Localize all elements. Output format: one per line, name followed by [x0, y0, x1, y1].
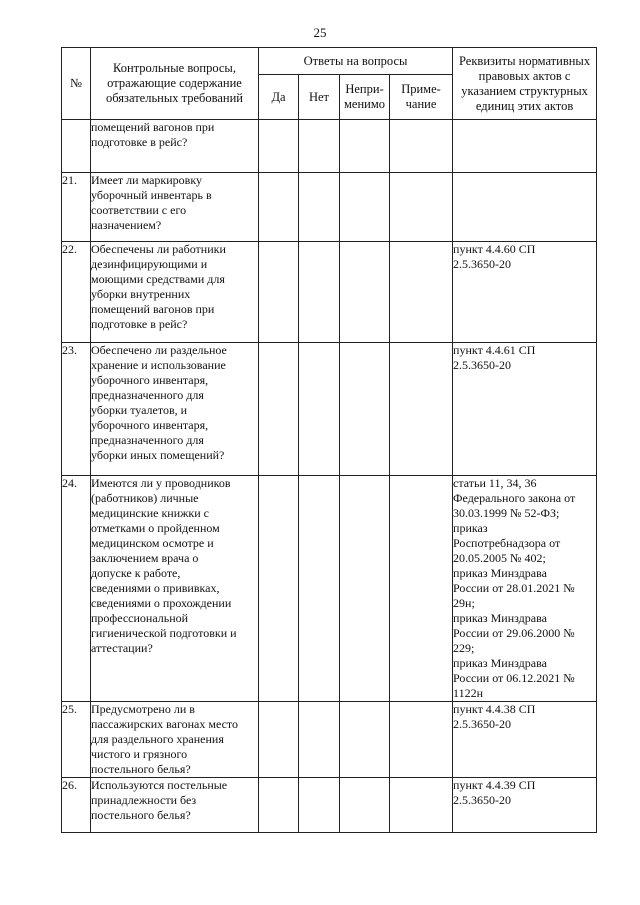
question-line: аттестации? — [91, 641, 153, 655]
answer-yes-cell — [259, 476, 299, 702]
question-line: уборки внутренних — [91, 287, 191, 301]
question-line: для раздельного хранения — [91, 732, 224, 746]
requisites-line: 2.5.3650-20 — [453, 257, 512, 271]
answer-no-cell — [299, 476, 340, 702]
row-requisites — [453, 173, 597, 242]
question-line: хранение и использование — [91, 358, 226, 372]
header-answer-note-line: Приме- — [401, 82, 441, 96]
requisites-line: России от 29.06.2000 № — [453, 626, 575, 640]
question-line: принадлежности без — [91, 793, 197, 807]
question-line: помещений вагонов при — [91, 302, 215, 316]
question-line: предназначенного для — [91, 388, 204, 402]
answer-yes-cell — [259, 120, 299, 173]
question-line: Имеет ли маркировку — [91, 173, 202, 187]
header-question-line: Контрольные вопросы, — [113, 61, 236, 75]
header-answer-no: Нет — [299, 75, 340, 120]
requisites-line: 2.5.3650-20 — [453, 793, 512, 807]
answer-no-cell — [299, 702, 340, 778]
checklist-table — [61, 47, 597, 833]
question-line: постельного белья? — [91, 808, 191, 822]
row-requisites — [453, 476, 597, 702]
answer-na-cell — [340, 702, 390, 778]
row-requisites — [453, 343, 597, 476]
row-question — [91, 702, 259, 778]
answer-note-cell — [390, 476, 453, 702]
row-requisites — [453, 778, 597, 833]
answer-na-cell — [340, 778, 390, 833]
requisites-line: пункт 4.4.61 СП — [453, 343, 536, 357]
answer-yes-cell — [259, 778, 299, 833]
question-line: допуске к работе, — [91, 566, 181, 580]
requisites-line: пункт 4.4.39 СП — [453, 778, 536, 792]
question-line: постельного белья? — [91, 762, 191, 776]
page-number: 25 — [313, 25, 327, 40]
question-line: (работников) личные — [91, 491, 199, 505]
table-row — [62, 476, 597, 702]
requisites-line: 2.5.3650-20 — [453, 358, 512, 372]
row-number — [62, 120, 91, 173]
question-line: соответствии с его — [91, 203, 187, 217]
row-question — [91, 476, 259, 702]
header-answer-na-line: Непри- — [345, 82, 384, 96]
row-question — [91, 343, 259, 476]
question-line: Имеются ли у проводников — [91, 476, 231, 490]
header-answer-na-line: менимо — [344, 97, 385, 111]
answer-note-cell — [390, 343, 453, 476]
question-line: сведениями о прививках, — [91, 581, 220, 595]
header-answer-note — [390, 75, 453, 120]
header-requisites — [453, 48, 597, 120]
header-number: № — [62, 48, 91, 120]
requisites-line: 229; — [453, 641, 475, 655]
row-number: 24. — [62, 476, 91, 702]
question-line: уборочный инвентарь в — [91, 188, 212, 202]
table-row — [62, 173, 597, 242]
question-line: уборочного инвентаря, — [91, 418, 209, 432]
answer-note-cell — [390, 120, 453, 173]
question-line: медицинском осмотре и — [91, 536, 214, 550]
header-question-line: отражающие содержание — [107, 76, 242, 90]
requisites-line: приказ — [453, 521, 488, 535]
requisites-line: Федерального закона от — [453, 491, 576, 505]
answer-yes-cell — [259, 242, 299, 343]
question-line: предназначенного для — [91, 433, 204, 447]
question-line: уборки туалетов, и — [91, 403, 188, 417]
table-row — [62, 242, 597, 343]
question-line: Обеспечено ли раздельное — [91, 343, 227, 357]
question-line: уборки иных помещений? — [91, 448, 225, 462]
requisites-line: приказ Минздрава — [453, 611, 547, 625]
header-requisites-line: Реквизиты нормативных — [459, 53, 591, 68]
answer-na-cell — [340, 120, 390, 173]
requisites-line: 1122н — [453, 686, 484, 700]
header-question-line: обязательных требований — [106, 91, 243, 105]
requisites-line: России от 28.01.2021 № — [453, 581, 575, 595]
header-answer-note-line: чание — [405, 97, 437, 111]
question-line: профессиональной — [91, 611, 189, 625]
header-answer-yes: Да — [259, 75, 299, 120]
requisites-line: 29н; — [453, 596, 475, 610]
row-question — [91, 242, 259, 343]
row-question — [91, 778, 259, 833]
answer-no-cell — [299, 242, 340, 343]
requisites-line: пункт 4.4.38 СП — [453, 702, 536, 716]
row-requisites — [453, 120, 597, 173]
answer-no-cell — [299, 173, 340, 242]
question-line: дезинфицирующими и — [91, 257, 208, 271]
row-number: 21. — [62, 173, 91, 242]
question-line: отметками о пройденном — [91, 521, 220, 535]
table-row — [62, 120, 597, 173]
answer-yes-cell — [259, 702, 299, 778]
table-header — [62, 48, 597, 120]
header-requisites-line: единиц этих актов — [475, 98, 574, 113]
question-line: подготовке в рейс? — [91, 135, 188, 149]
header-answers: Ответы на вопросы — [259, 48, 453, 75]
answer-no-cell — [299, 120, 340, 173]
row-number: 25. — [62, 702, 91, 778]
table-row — [62, 702, 597, 778]
answer-yes-cell — [259, 343, 299, 476]
question-line: пассажирских вагонах место — [91, 717, 238, 731]
requisites-line: Роспотребнадзора от — [453, 536, 561, 550]
row-number: 23. — [62, 343, 91, 476]
answer-note-cell — [390, 242, 453, 343]
question-line: Обеспечены ли работники — [91, 242, 226, 256]
question-line: медицинские книжки с — [91, 506, 210, 520]
requisites-line: приказ Минздрава — [453, 566, 547, 580]
answer-na-cell — [340, 242, 390, 343]
row-number: 22. — [62, 242, 91, 343]
answer-na-cell — [340, 343, 390, 476]
answer-yes-cell — [259, 173, 299, 242]
answer-note-cell — [390, 173, 453, 242]
row-question — [91, 120, 259, 173]
question-line: Используются постельные — [91, 778, 228, 792]
answer-note-cell — [390, 702, 453, 778]
table-row — [62, 778, 597, 833]
question-line: заключением врача о — [91, 551, 199, 565]
question-line: моющими средствами для — [91, 272, 225, 286]
requisites-line: приказ Минздрава — [453, 656, 547, 670]
answer-na-cell — [340, 476, 390, 702]
requisites-line: 2.5.3650-20 — [453, 717, 512, 731]
question-line: гигиенической подготовки и — [91, 626, 237, 640]
question-line: назначением? — [91, 218, 162, 232]
table-body — [62, 120, 597, 833]
question-line: Предусмотрено ли в — [91, 702, 195, 716]
answer-note-cell — [390, 778, 453, 833]
question-line: уборочного инвентаря, — [91, 373, 209, 387]
header-requisites-line: правовых актов с — [478, 68, 571, 83]
row-number: 26. — [62, 778, 91, 833]
row-question — [91, 173, 259, 242]
question-line: подготовке в рейс? — [91, 317, 188, 331]
row-requisites — [453, 242, 597, 343]
header-requisites-line: указанием структурных — [461, 83, 588, 98]
requisites-line: пункт 4.4.60 СП — [453, 242, 536, 256]
question-line: помещений вагонов при — [91, 120, 215, 134]
answer-no-cell — [299, 343, 340, 476]
question-line: чистого и грязного — [91, 747, 188, 761]
header-question — [91, 48, 259, 120]
requisites-line: 30.03.1999 № 52-ФЗ; — [453, 506, 560, 520]
requisites-line: 20.05.2005 № 402; — [453, 551, 546, 565]
question-line: сведениями о прохождении — [91, 596, 232, 610]
answer-na-cell — [340, 173, 390, 242]
table-row — [62, 343, 597, 476]
row-requisites — [453, 702, 597, 778]
answer-no-cell — [299, 778, 340, 833]
requisites-line: России от 06.12.2021 № — [453, 671, 575, 685]
requisites-line: статьи 11, 34, 36 — [453, 476, 537, 490]
header-answer-na — [340, 75, 390, 120]
